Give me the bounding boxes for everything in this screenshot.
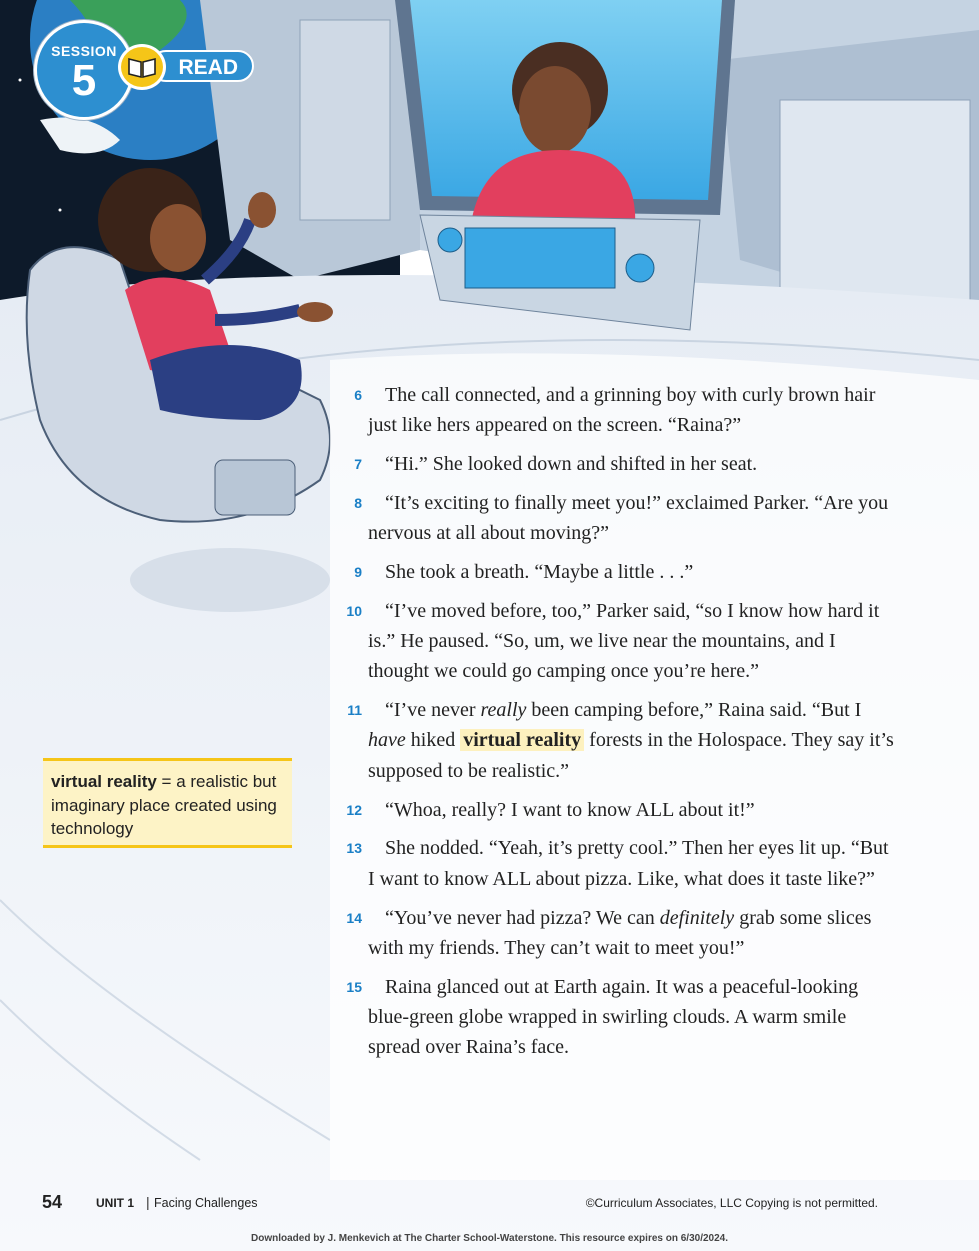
paragraph-number: 8 (354, 494, 362, 511)
story-paragraph (338, 795, 898, 825)
unit-label: UNIT 1 (96, 1196, 135, 1210)
footer-separator: | (146, 1194, 150, 1210)
story-paragraph (338, 449, 898, 479)
paragraph-number: 7 (354, 456, 362, 473)
glossary-box (43, 758, 292, 848)
read-label: READ (150, 50, 254, 82)
story-paragraph (338, 557, 898, 587)
story-paragraph (338, 695, 898, 786)
paragraph-text: She took a breath. “Maybe a little . . .” (385, 561, 694, 584)
paragraph-number: 12 (346, 801, 362, 818)
page-number: 54 (42, 1192, 63, 1212)
paragraph-text: “You’ve never had pizza? We can definitely grab some slices with my friends. They can’t wait to meet you!” (368, 906, 872, 959)
paragraph-text: “It’s exciting to finally meet you!” exclaimed Parker. “Are you nervous at all about moving?” (368, 491, 889, 545)
paragraph-text: She nodded. “Yeah, it’s pretty cool.” Then her eyes lit up. “But I want to know ALL about pizza. Like, what does it taste like?” (368, 837, 889, 890)
paragraph-number: 10 (346, 602, 362, 619)
paragraph-number: 15 (346, 978, 362, 995)
story-paragraph (338, 596, 898, 687)
paragraph-number: 6 (354, 387, 362, 403)
paragraph-number: 13 (346, 840, 362, 857)
paragraph-number: 14 (346, 909, 362, 926)
paragraph-text: “Hi.” She looked down and shifted in her seat. (385, 453, 758, 476)
paragraph-number: 9 (354, 564, 362, 581)
download-notice: Downloaded by J. Menkevich at The Charter School-Waterstone. This resource expires on 6/30/2024. (251, 1233, 728, 1244)
page-footer (42, 1192, 878, 1216)
paragraph-text: The call connected, and a grinning boy with curly brown hair just like hers appeared on the screen. “Raina?” (368, 384, 876, 437)
session-number: 5 (71, 56, 97, 105)
chapter-title: Facing Challenges (154, 1196, 258, 1210)
paragraph-text: “I’ve moved before, too,” Parker said, “so I know how hard it is.” He paused. “So, um, we live near the mountains, and I thought we could go camping once you’re here.” (368, 599, 880, 683)
glossary-definition: = a realistic but imaginary place created using technology (51, 772, 277, 838)
paragraph-number: 11 (347, 702, 362, 719)
paragraph-text: “I’ve never really been camping before,” Raina said. “But I have hiked virtual reality forests in the Holospace. They say it’s supposed to be realistic.” (368, 699, 894, 782)
story-paragraph (338, 972, 898, 1063)
paragraph-text: “Whoa, really? I want to know ALL about it!” (385, 798, 755, 821)
story-paragraph (338, 903, 898, 963)
story-paragraph (338, 833, 898, 893)
story-paragraph (338, 380, 898, 440)
open-book-icon (118, 44, 166, 90)
glossary-term: virtual reality (51, 772, 157, 791)
story-text (338, 380, 898, 1071)
story-paragraph (338, 488, 898, 548)
paragraph-text: Raina glanced out at Earth again. It was a peaceful-looking blue-green globe wrapped in swirling clouds. A warm smile spread over Raina’s face. (368, 975, 859, 1059)
session-label: SESSION (51, 43, 117, 59)
copyright-notice: ©Curriculum Associates, LLC Copying is not permitted. (585, 1196, 878, 1210)
